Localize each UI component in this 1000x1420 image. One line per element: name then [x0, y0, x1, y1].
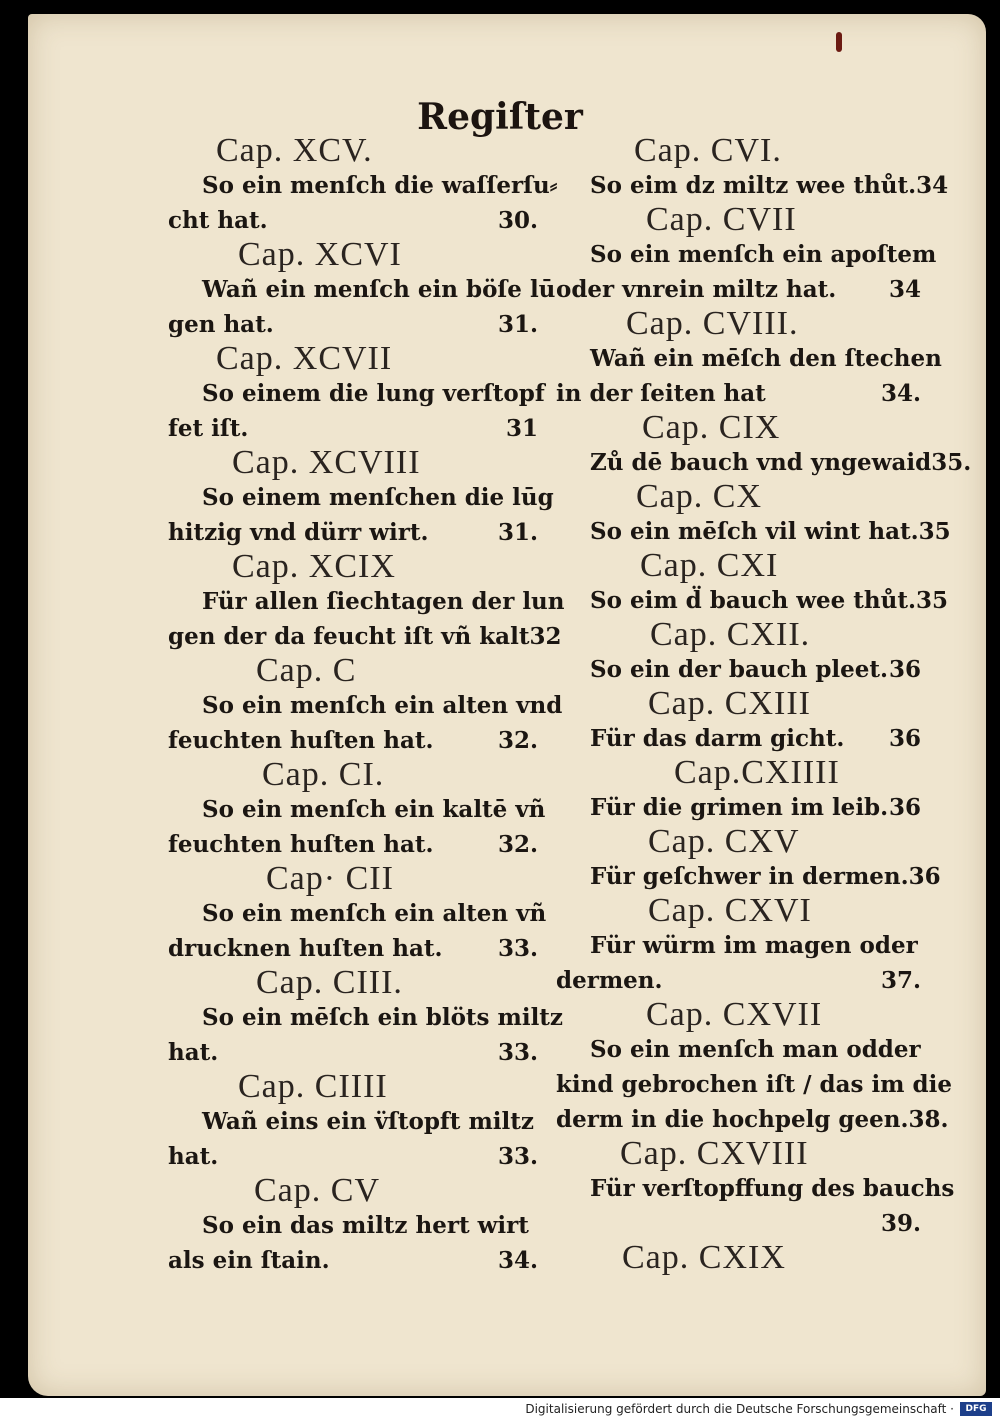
- entry-text: oder vnrein miltz hat.: [556, 276, 837, 303]
- page-number: 33.: [497, 1143, 538, 1170]
- entry-text: als ein ſtain.: [168, 1247, 330, 1274]
- page-number: 33.: [497, 1039, 538, 1066]
- left-column: [168, 132, 565, 1278]
- entry-line: [556, 1171, 955, 1206]
- page-number: 36: [888, 794, 921, 821]
- entry-line: [556, 790, 921, 825]
- page-number: 32.: [497, 727, 538, 754]
- entry-line: [168, 827, 538, 862]
- page-number: 36: [888, 725, 921, 752]
- entry-text: derm in die hochpelg geen.: [556, 1106, 909, 1133]
- chapter-heading: Cap. XCVIII: [232, 444, 421, 481]
- page-number: 35.: [931, 449, 972, 476]
- entry-line: [556, 168, 949, 203]
- dfg-logo: DFG: [960, 1402, 992, 1416]
- chapter-heading: Cap. XCVII: [216, 340, 393, 377]
- page-title: Regiſter: [417, 96, 583, 138]
- chapter-heading: Cap. CVI.: [634, 132, 782, 169]
- entry-text: in der ſeiten hat: [556, 380, 766, 407]
- chapter-heading: Cap. CIII.: [256, 964, 403, 1001]
- entry-text: kind gebrochen iſt / das im die: [556, 1071, 952, 1098]
- entry-text: So ein menſch die waſſerſu⸗: [202, 172, 558, 199]
- entry-line: [168, 584, 565, 619]
- entry-line: [556, 341, 942, 376]
- chapter-heading: Cap. XCVI: [238, 236, 402, 273]
- entry-line: [556, 1206, 921, 1241]
- entry-text: hat.: [168, 1143, 219, 1170]
- entry-line: [168, 1000, 563, 1035]
- entry-line: [556, 928, 921, 963]
- chapter-heading: Cap. XCIX: [232, 548, 396, 585]
- chapter-heading: Cap. CXI: [640, 547, 779, 584]
- entry-text: So ein menſch ein kaltē vñ: [202, 796, 546, 823]
- entry-text: gen der da feucht iſt vñ kalt: [168, 623, 530, 650]
- entry-text: fet iſt.: [168, 415, 249, 442]
- entry-line: [168, 272, 556, 307]
- chapter-heading: Cap.CXIIII: [674, 754, 840, 791]
- entry-line: [168, 1208, 538, 1243]
- entry-text: Zů dē bauch vnd yngewaid: [590, 449, 932, 476]
- entry-line: [168, 688, 563, 723]
- entry-text: Wañ eins ein v̈ſtopft miltz: [202, 1108, 534, 1135]
- entry-line: [556, 963, 921, 998]
- page-number: 37.: [880, 967, 921, 994]
- entry-line: [168, 480, 554, 515]
- entry-line: [168, 376, 545, 411]
- entry-text: gen hat.: [168, 311, 274, 338]
- page-number: 30.: [497, 207, 538, 234]
- entry-text: Wañ ein menſch ein böſe lū: [202, 276, 556, 303]
- page-number: 32: [529, 623, 562, 650]
- entry-text: feuchten huſten hat.: [168, 831, 434, 858]
- page-number: 31.: [497, 311, 538, 338]
- chapter-heading: Cap. XCV.: [216, 132, 373, 169]
- page-number: 33.: [497, 935, 538, 962]
- entry-line: [168, 792, 546, 827]
- entry-text: cht hat.: [168, 207, 268, 234]
- entry-text: Für die grimen im leib.: [590, 794, 889, 821]
- page-number: 31: [505, 415, 538, 442]
- entry-line: [556, 1032, 921, 1067]
- chapter-heading: Cap. CVII: [646, 201, 797, 238]
- entry-line: [168, 619, 562, 654]
- page-number: 36: [888, 656, 921, 683]
- entry-text: Wañ ein mēſch den ſtechen: [590, 345, 942, 372]
- entry-line: [556, 859, 941, 894]
- entry-line: [556, 514, 951, 549]
- entry-line: [168, 1139, 538, 1174]
- page-number: 34: [916, 172, 949, 199]
- chapter-heading: Cap. C: [256, 652, 357, 689]
- entry-line: [168, 1104, 538, 1139]
- entry-line: [168, 931, 538, 966]
- entry-line: [556, 376, 921, 411]
- entry-text: So eim d̈ bauch wee thůt.: [590, 587, 916, 614]
- entry-text: So einem die lung verſtopf: [202, 380, 545, 407]
- page-number: 39.: [880, 1210, 921, 1237]
- entry-text: feuchten huſten hat.: [168, 727, 434, 754]
- page-number: 32.: [497, 831, 538, 858]
- chapter-heading: Cap. CXIII: [648, 685, 811, 722]
- chapter-heading: Cap. CXII.: [650, 616, 811, 653]
- entry-text: hitzig vnd dürr wirt.: [168, 519, 429, 546]
- entry-text: So ein mēſch vil wint hat.: [590, 518, 919, 545]
- entry-text: drucknen huſten hat.: [168, 935, 443, 962]
- page-number: 35: [915, 587, 948, 614]
- page-number: 38.: [908, 1106, 949, 1133]
- entry-line: [556, 272, 921, 307]
- chapter-heading: Cap. CXVI: [648, 892, 812, 929]
- chapter-heading: Cap. CIIII: [238, 1068, 388, 1105]
- chapter-heading: Cap. CXIX: [622, 1239, 786, 1276]
- entry-text: So ein menſch ein apoſtem: [590, 241, 937, 268]
- entry-text: Für allen ſiechtagen der lun: [202, 588, 565, 615]
- entry-text: So ein menſch ein alten vñ: [202, 900, 547, 927]
- page-number: 34.: [497, 1247, 538, 1274]
- chapter-heading: Cap. CXVII: [646, 996, 823, 1033]
- entry-text: So ein der bauch pleet.: [590, 656, 889, 683]
- entry-line: [168, 896, 547, 931]
- entry-line: [556, 237, 937, 272]
- entry-line: [556, 721, 921, 756]
- chapter-heading: Cap· CII: [266, 860, 394, 897]
- page-number: 31.: [497, 519, 538, 546]
- entry-line: [556, 583, 948, 618]
- entry-line: [556, 1067, 952, 1102]
- entry-line: [168, 168, 558, 203]
- entry-line: [168, 411, 538, 446]
- ink-stain: [836, 32, 842, 52]
- entry-line: [168, 307, 538, 342]
- entry-text: dermen.: [556, 967, 663, 994]
- entry-text: So ein menſch man odder: [590, 1036, 921, 1063]
- entry-text: So ein menſch ein alten vnd: [202, 692, 563, 719]
- page-number: 35: [918, 518, 951, 545]
- chapter-heading: Cap. CX: [636, 478, 762, 515]
- page-number: 34.: [880, 380, 921, 407]
- entry-line: [168, 515, 538, 550]
- entry-line: [168, 1243, 538, 1278]
- footer-bar: [0, 1398, 1000, 1420]
- entry-text: Für geſchwer in dermen.: [590, 863, 909, 890]
- entry-text: So ein mēſch ein blöts miltz: [202, 1004, 563, 1031]
- chapter-heading: Cap. CV: [254, 1172, 380, 1209]
- page-number: 36: [908, 863, 941, 890]
- right-column: [556, 132, 972, 1276]
- entry-text: So eim dz miltz wee thůt.: [590, 172, 917, 199]
- entry-text: Für das darm gicht.: [590, 725, 845, 752]
- entry-line: [168, 203, 538, 238]
- entry-line: [168, 1035, 538, 1070]
- entry-line: [556, 445, 972, 480]
- chapter-heading: Cap. CIX: [642, 409, 781, 446]
- entry-text: Für würm im magen oder: [590, 932, 918, 959]
- entry-text: So ein das miltz hert wirt: [202, 1212, 529, 1239]
- chapter-heading: Cap. CVIII.: [626, 305, 799, 342]
- entry-line: [168, 723, 538, 758]
- chapter-heading: Cap. CXV: [648, 823, 800, 860]
- page-number: 34: [888, 276, 921, 303]
- entry-text: hat.: [168, 1039, 219, 1066]
- footer-credit: Digitalisierung gefördert durch die Deutsche Forschungsgemeinschaft ·: [525, 1402, 954, 1416]
- chapter-heading: Cap. CXVIII: [620, 1135, 809, 1172]
- entry-line: [556, 652, 921, 687]
- entry-line: [556, 1102, 949, 1137]
- entry-text: Für verſtopffung des bauchs: [590, 1175, 955, 1202]
- chapter-heading: Cap. CI.: [262, 756, 385, 793]
- entry-text: So einem menſchen die lūg: [202, 484, 554, 511]
